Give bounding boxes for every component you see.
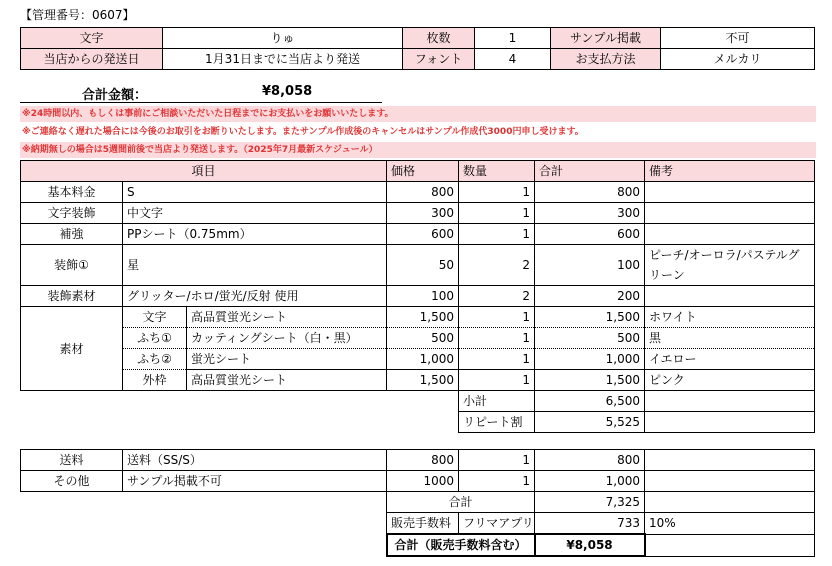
table-row [21, 245, 815, 286]
notice-2: ※ご連絡なく遅れた場合には今後のお取引をお断りいたします。またサンプル作成後のキャンセルはサンプル作成代3000円申し受けます。 [22, 127, 584, 137]
table-row [21, 203, 815, 224]
repeat-value: 5,525 [535, 412, 645, 433]
row-sum: 800 [535, 182, 645, 203]
row-qty: 1 [459, 224, 535, 245]
sum-row [21, 492, 815, 513]
material-qty: 1 [459, 328, 535, 349]
row-price: 800 [387, 182, 459, 203]
row-name: 星 [123, 245, 387, 286]
info-row [21, 28, 815, 49]
grand-total-value: ¥8,058 [535, 534, 645, 556]
fee-rate: 10% [645, 513, 815, 535]
material-note: 黒 [645, 328, 815, 349]
items-table [20, 160, 815, 433]
value-count: 1 [475, 28, 551, 49]
row-category: 文字装飾 [21, 203, 123, 224]
sum-note [645, 492, 815, 513]
row-price: 100 [387, 286, 459, 307]
table-row [21, 307, 815, 328]
row-note [645, 471, 815, 492]
row-price: 1000 [387, 471, 459, 492]
material-name: 高品質蛍光シート [187, 307, 387, 328]
table-row [21, 370, 815, 391]
label-count: 枚数 [403, 28, 475, 49]
header-item: 項目 [21, 161, 387, 182]
row-name: グリッター/ホロ/蛍光/反射 使用 [123, 286, 387, 307]
table-row [21, 328, 815, 349]
subtotal-value: 6,500 [535, 391, 645, 412]
row-name: 中文字 [123, 203, 387, 224]
header-qty: 数量 [459, 161, 535, 182]
grand-total-note [645, 534, 815, 556]
row-note [645, 203, 815, 224]
sum-label: 合計 [387, 492, 535, 513]
value-sample: 不可 [661, 28, 815, 49]
row-note-line1: ピーチ/オーロラ/パステルグ [649, 248, 800, 262]
row-sum: 800 [535, 450, 645, 471]
material-price: 1,000 [387, 349, 459, 370]
notice-1: ※24時間以内、もしくは事前にご相談いただいた日程までにお支払いをお願いいたします。 [20, 106, 816, 122]
management-number: 【管理番号：0607】 [20, 8, 135, 22]
row-name: 送料（SS/S） [123, 450, 387, 471]
total-underline [20, 102, 382, 103]
row-name: サンプル掲載不可 [123, 471, 387, 492]
row-qty: 2 [459, 245, 535, 286]
row-category: 補強 [21, 224, 123, 245]
material-note: ホワイト [645, 307, 815, 328]
sum-value: 7,325 [535, 492, 645, 513]
label-sample: サンプル掲載 [551, 28, 661, 49]
row-price: 800 [387, 450, 459, 471]
table-row [21, 182, 815, 203]
row-note [645, 286, 815, 307]
row-qty: 1 [459, 182, 535, 203]
row-note [645, 450, 815, 471]
material-name: 蛍光シート [187, 349, 387, 370]
subtotal-note [645, 391, 815, 412]
value-payment: メルカリ [661, 49, 815, 70]
material-sum: 500 [535, 328, 645, 349]
fee-value: 733 [535, 513, 645, 535]
label-payment: お支払方法 [551, 49, 661, 70]
row-category: 基本料金 [21, 182, 123, 203]
repeat-note [645, 412, 815, 433]
table-row [21, 471, 815, 492]
row-sum: 1,000 [535, 471, 645, 492]
row-sum: 200 [535, 286, 645, 307]
row-sum: 100 [535, 245, 645, 286]
row-category: その他 [21, 471, 123, 492]
extras-table [20, 449, 815, 557]
material-note: イエロー [645, 349, 815, 370]
grand-total-row [21, 534, 815, 556]
material-qty: 1 [459, 307, 535, 328]
material-category: 素材 [21, 307, 123, 391]
subtotal-label: 小計 [459, 391, 535, 412]
info-row [21, 49, 815, 70]
material-note: ピンク [645, 370, 815, 391]
row-price: 50 [387, 245, 459, 286]
row-note [645, 245, 815, 286]
row-price: 600 [387, 224, 459, 245]
grand-total-label: 合計（販売手数料含む） [387, 534, 535, 556]
row-category: 送料 [21, 450, 123, 471]
row-qty: 2 [459, 286, 535, 307]
material-qty: 1 [459, 370, 535, 391]
header-note: 備考 [645, 161, 815, 182]
table-row [21, 450, 815, 471]
material-price: 1,500 [387, 307, 459, 328]
table-row [21, 286, 815, 307]
items-header-row [21, 161, 815, 182]
table-row [21, 224, 815, 245]
row-note [645, 224, 815, 245]
label-text: 文字 [21, 28, 163, 49]
material-sum: 1,500 [535, 370, 645, 391]
fee-row [21, 513, 815, 535]
material-sum: 1,000 [535, 349, 645, 370]
total-label: 合計金額： [82, 88, 148, 103]
order-info-table [20, 27, 815, 70]
row-sum: 300 [535, 203, 645, 224]
value-font: 4 [475, 49, 551, 70]
row-note [645, 182, 815, 203]
material-qty: 1 [459, 349, 535, 370]
row-name: PPシート（0.75mm） [123, 224, 387, 245]
value-text: りゅ [163, 28, 403, 49]
header-sum: 合計 [535, 161, 645, 182]
material-sum: 1,500 [535, 307, 645, 328]
material-sub: ふち② [123, 349, 187, 370]
material-price: 1,500 [387, 370, 459, 391]
notice-3: ※納期無しの場合は5週間前後で当店より発送します。（2025年7月最新スケジュール） [20, 142, 816, 158]
header-price: 価格 [387, 161, 459, 182]
row-qty: 1 [459, 471, 535, 492]
row-price: 300 [387, 203, 459, 224]
subtotal-row [21, 391, 815, 412]
total-value: ¥8,058 [262, 84, 313, 99]
row-note-line2: リーン [649, 268, 685, 282]
row-qty: 1 [459, 450, 535, 471]
row-category: 装飾① [21, 245, 123, 286]
fee-app: フリマアプリ [459, 513, 535, 535]
repeat-row [21, 412, 815, 433]
row-category: 装飾素材 [21, 286, 123, 307]
material-price: 500 [387, 328, 459, 349]
material-sub: ふち① [123, 328, 187, 349]
label-ship-date: 当店からの発送日 [21, 49, 163, 70]
material-name: カッティングシート（白・黒） [187, 328, 387, 349]
row-name: S [123, 182, 387, 203]
material-sub: 文字 [123, 307, 187, 328]
value-ship-date: 1月31日までに当店より発送 [163, 49, 403, 70]
material-name: 高品質蛍光シート [187, 370, 387, 391]
row-sum: 600 [535, 224, 645, 245]
material-sub: 外枠 [123, 370, 187, 391]
fee-label: 販売手数料 [387, 513, 459, 535]
repeat-label: リピート割 [459, 412, 535, 433]
table-row [21, 349, 815, 370]
row-qty: 1 [459, 203, 535, 224]
label-font: フォント [403, 49, 475, 70]
